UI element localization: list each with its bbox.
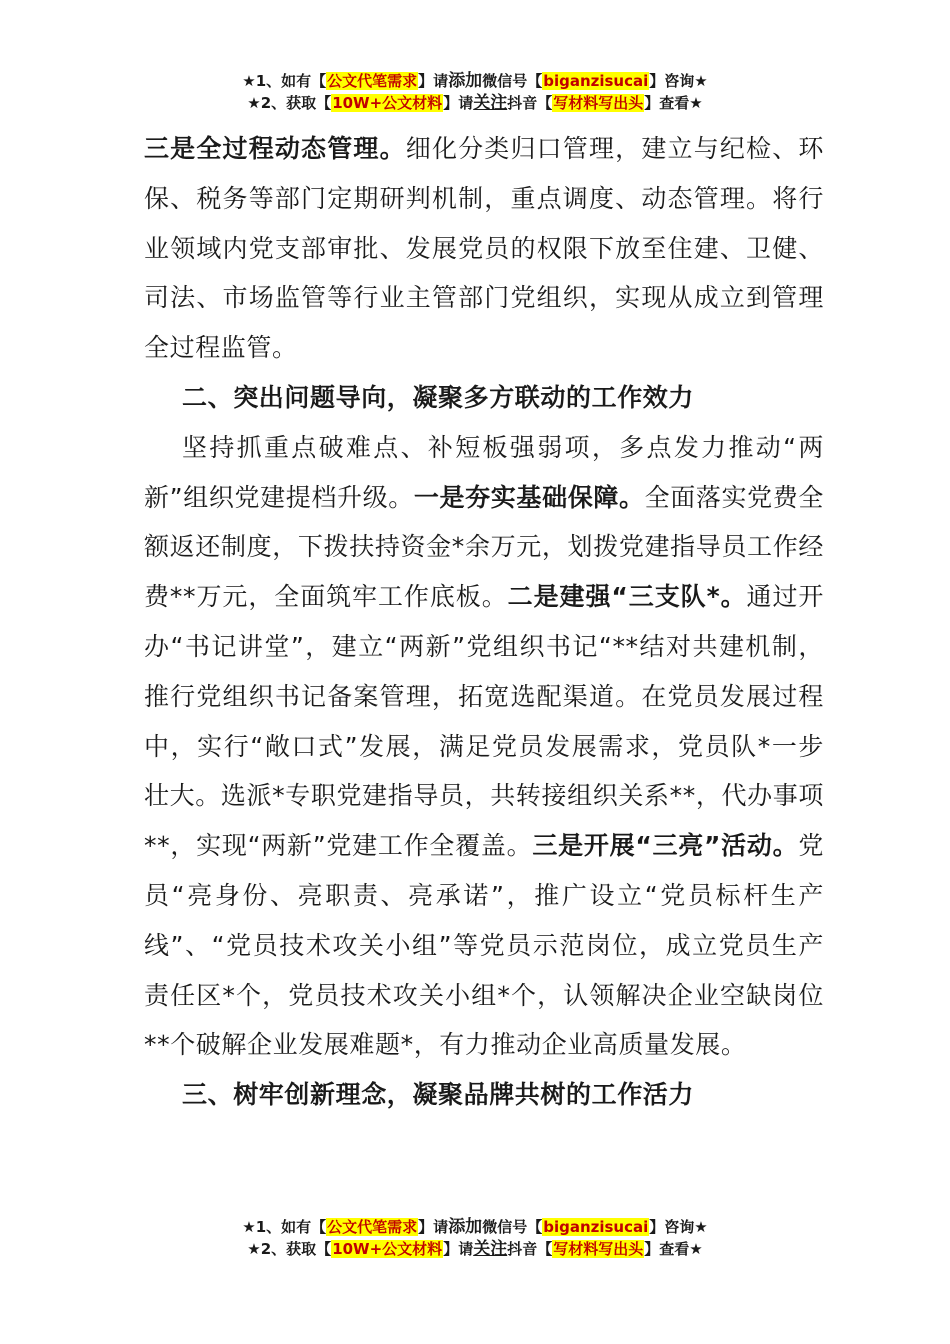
banner-highlight: 公文代笔需求 [327,72,418,90]
banner-text: ★2、获取【 [247,94,332,112]
banner-wechat-id: biganzisucai [543,72,649,90]
banner-highlight: 公文代笔需求 [327,1218,418,1236]
banner-text: 】咨询★ [649,1218,708,1236]
paragraph [144,423,824,1070]
banner-text: 】查看★ [644,94,703,112]
banner-text: ★1、如有【 [242,72,327,90]
document-body [144,124,824,1120]
banner-line-2 [0,1238,950,1260]
banner-text: 微信号【 [482,72,543,90]
banner-douyin-id: 写材料写出头 [553,1240,644,1258]
paragraph-lead: 三是全过程动态管理。 [144,134,406,163]
paragraph-text: 通过开办“书记讲堂”，建立“两新”党组织书记“**结对共建机制，推行党组织书记备案管理，拓宽选配渠道。在党员发展过程中，实行“敞口式”发展，满足党员发展需求，党员队*一步壮大。选派*专职党建指导员，共转接组织关系**，代办事项**，实现“两新”党建工作全覆盖。 [144,582,824,861]
banner-highlight: 10W+公文材料 [332,94,443,112]
banner-text: 】请 [443,94,474,112]
banner-text: 抖音【 [507,94,553,112]
banner-text: ★2、获取【 [247,1240,332,1258]
banner-wechat-id: biganzisucai [543,1218,649,1236]
banner-text: ★1、如有【 [242,1218,327,1236]
banner-text: 】请 [418,1218,449,1236]
banner-text: 关注 [473,1239,508,1259]
paragraph-text: 全面落实党费全额返还制度，下拨扶持资金*余万元，划拨党建指导员工作经费**万元，全面筑牢工作底板。 [144,482,824,612]
banner-line-2 [0,92,950,114]
banner-line-1 [0,70,950,92]
paragraph-text: 党员“亮身份、亮职责、亮承诺”，推广设立“党员标杆生产线”、“党员技术攻关小组”等党员示范岗位，成立党员生产责任区*个，党员技术攻关小组*个，认领解决企业空缺岗位**个破解企业发展难题*，有力推动企业高质量发展。 [144,831,824,1060]
header-banner [0,70,950,114]
banner-text: 】咨询★ [649,72,708,90]
paragraph-lead: 三是开展“三亮”活动。 [532,831,799,861]
banner-text: 】请 [443,1240,474,1258]
banner-text: 关注 [473,93,508,113]
banner-text: 添加 [448,71,483,91]
paragraph-lead: 一是夯实基础保障。 [413,482,645,512]
banner-highlight: 10W+公文材料 [332,1240,443,1258]
banner-text: 】查看★ [644,1240,703,1258]
banner-text: 】请 [418,72,449,90]
footer-banner [0,1216,950,1260]
paragraph-text: 坚持抓重点破难点、补短板强弱项，多点发力推动“两新”组织党建提档升级。 [144,432,824,512]
banner-douyin-id: 写材料写出头 [553,94,644,112]
paragraph-text: 细化分类归口管理，建立与纪检、环保、税务等部门定期研判机制，重点调度、动态管理。将行业领域内党支部审批、发展党员的权限下放至住建、卫健、司法、市场监管等行业主管部门党组织，实现从成立到管理全过程监管。 [144,134,824,363]
banner-text: 抖音【 [507,1240,553,1258]
paragraph-lead: 二是建强“三支队*。 [507,582,747,612]
section-heading: 三、树牢创新理念，凝聚品牌共树的工作活力 [182,1080,695,1110]
banner-text: 微信号【 [482,1218,543,1236]
banner-text: 添加 [448,1217,483,1237]
banner-line-1 [0,1216,950,1238]
paragraph [144,124,824,373]
section-heading: 二、突出问题导向，凝聚多方联动的工作效力 [182,382,695,412]
